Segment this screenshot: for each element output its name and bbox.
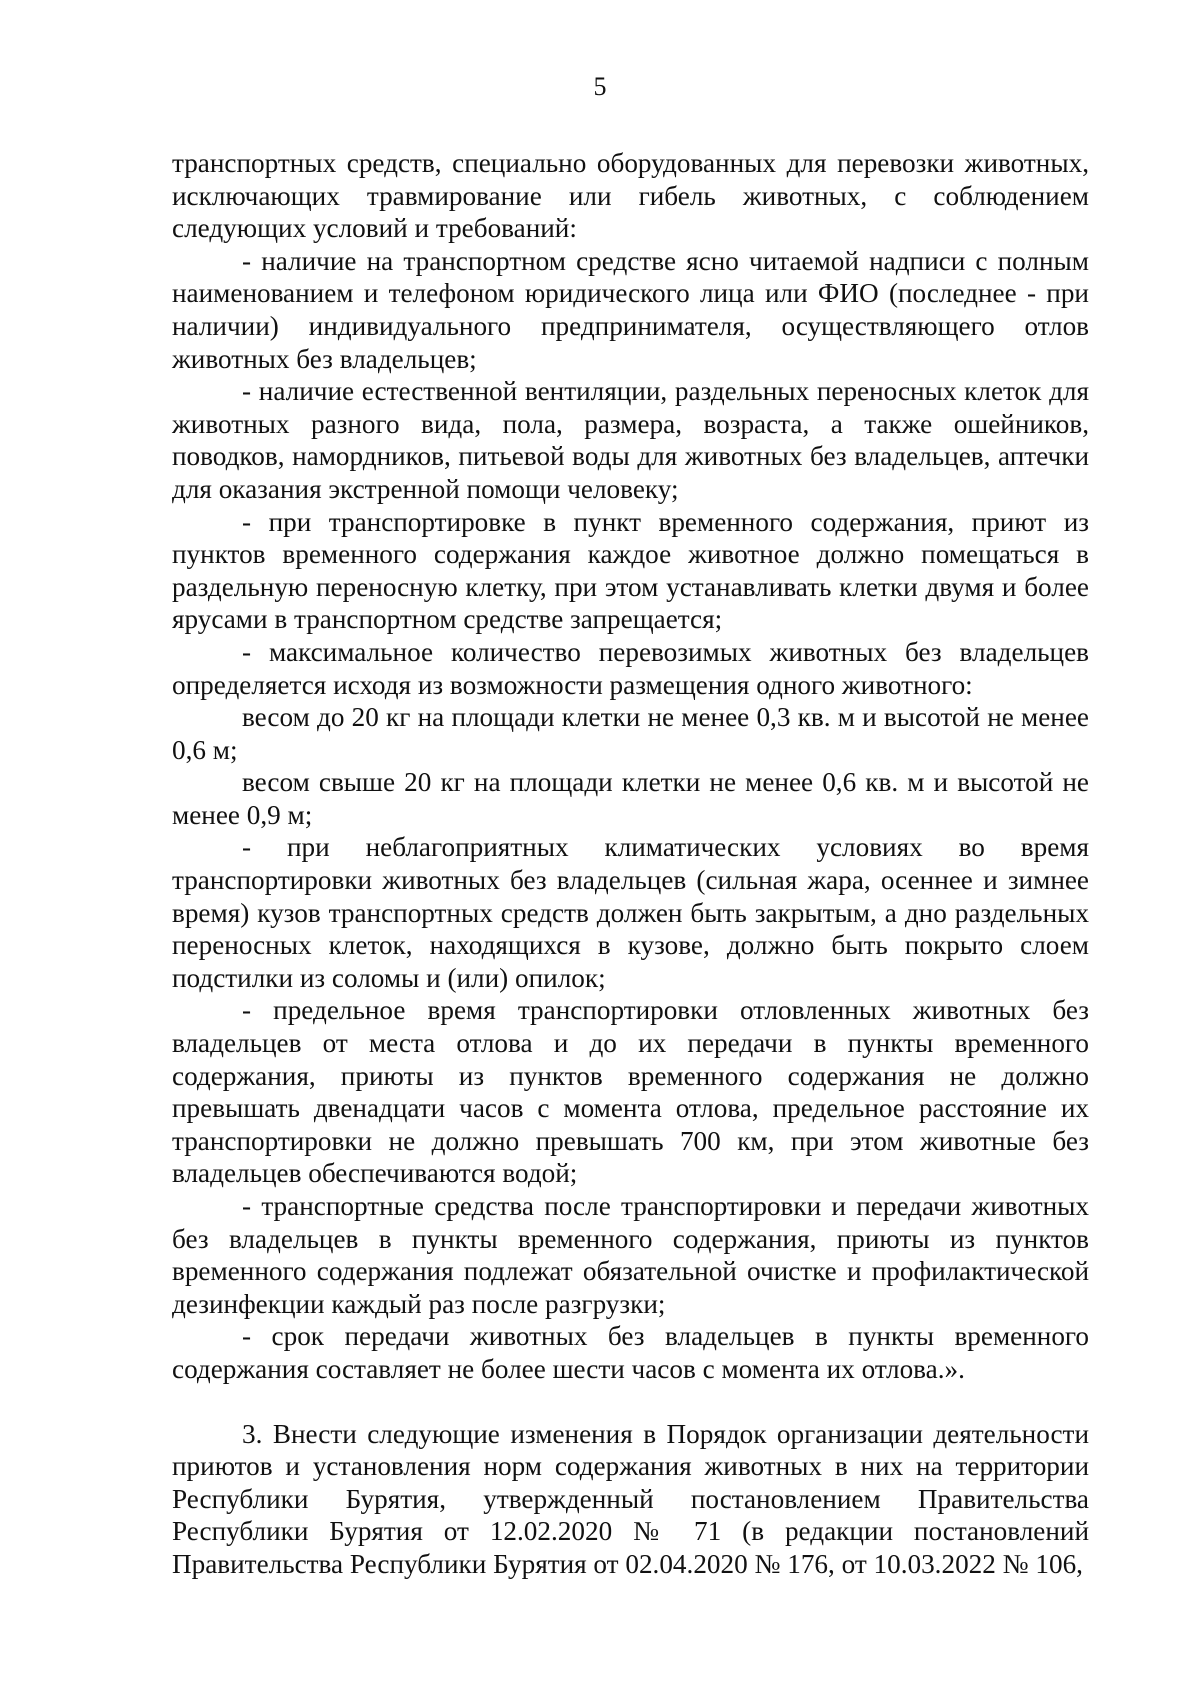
paragraph-requirement-time-limit: - предельное время транспортировки отловленных животных без владельцев от места отлова и до их передачи в пункты временного содержания, приюты из пунктов временного содержания не должно превышать двенадцати часов с момента отлова, предельное расстояние их транспортировки не должно превышать 700 км, при этом животные без владельцев обеспечиваются водой; bbox=[172, 995, 1089, 1189]
paragraph-requirement-signage: - наличие на транспортном средстве ясно читаемой надписи с полным наименованием и телефоном юридического лица или ФИО (последнее - при наличии) индивидуального предпринимателя, осуществляющего отлов животных без владельцев; bbox=[172, 245, 1089, 374]
paragraph-continuation: транспортных средств, специально оборудованных для перевозки животных, исключающих травмирование или гибель животных, с соблюдением следующих условий и требований: bbox=[172, 148, 1089, 244]
paragraph-weight-over-20: весом свыше 20 кг на площади клетки не менее 0,6 кв. м и высотой не менее 0,9 м; bbox=[172, 767, 1089, 830]
paragraph-requirement-climate: - при неблагоприятных климатических условиях во время транспортировки животных без владельцев (сильная жара, осеннее и зимнее время) кузов транспортных средств должен быть закрытым, а дно раздельных переносных клеток, находящихся в кузове, должно быть покрыто слоем подстилки из соломы и (или) опилок; bbox=[172, 832, 1089, 993]
paragraph-requirement-cages: - при транспортировке в пункт временного содержания, приют из пунктов временного содержания каждое животное должно помещаться в раздельную переносную клетку, при этом устанавливать клетки двумя и более ярусами в транспортном средстве запрещается; bbox=[172, 506, 1089, 635]
document-body bbox=[172, 147, 1089, 1581]
paragraph-requirement-disinfection: - транспортные средства после транспортировки и передачи животных без владельцев в пункты временного содержания, приюты из пунктов временного содержания подлежат обязательной очистке и профилактической дезинфекции каждый раз после разгрузки; bbox=[172, 1191, 1089, 1319]
paragraph-requirement-transfer-term: - срок передачи животных без владельцев в пункты временного содержания составляет не более шести часов с момента их отлова.». bbox=[172, 1321, 1089, 1384]
paragraph-weight-under-20: весом до 20 кг на площади клетки не менее 0,3 кв. м и высотой не менее 0,6 м; bbox=[172, 702, 1089, 765]
paragraph-requirement-ventilation: - наличие естественной вентиляции, раздельных переносных клеток для животных разного вида, пола, размера, возраста, а также ошейников, поводков, намордников, питьевой воды для животных без владельцев, аптечки для оказания экстренной помощи человеку; bbox=[172, 376, 1089, 504]
page-number: 5 bbox=[593, 72, 607, 101]
paragraph-requirement-max-count: - максимальное количество перевозимых животных без владельцев определяется исходя из возможности размещения одного животного: bbox=[172, 636, 1089, 700]
paragraph-section-3: 3. Внести следующие изменения в Порядок организации деятельности приютов и установления норм содержания животных в них на территории Республики Бурятия, утвержденный постановлением Правительства Республики Бурятия от 12.02.2020 № 71 (в редакции постановлений Правительства Республики Бурятия от 02.04.2020 № 176, от 10.03.2022 № 106, bbox=[172, 1418, 1089, 1579]
